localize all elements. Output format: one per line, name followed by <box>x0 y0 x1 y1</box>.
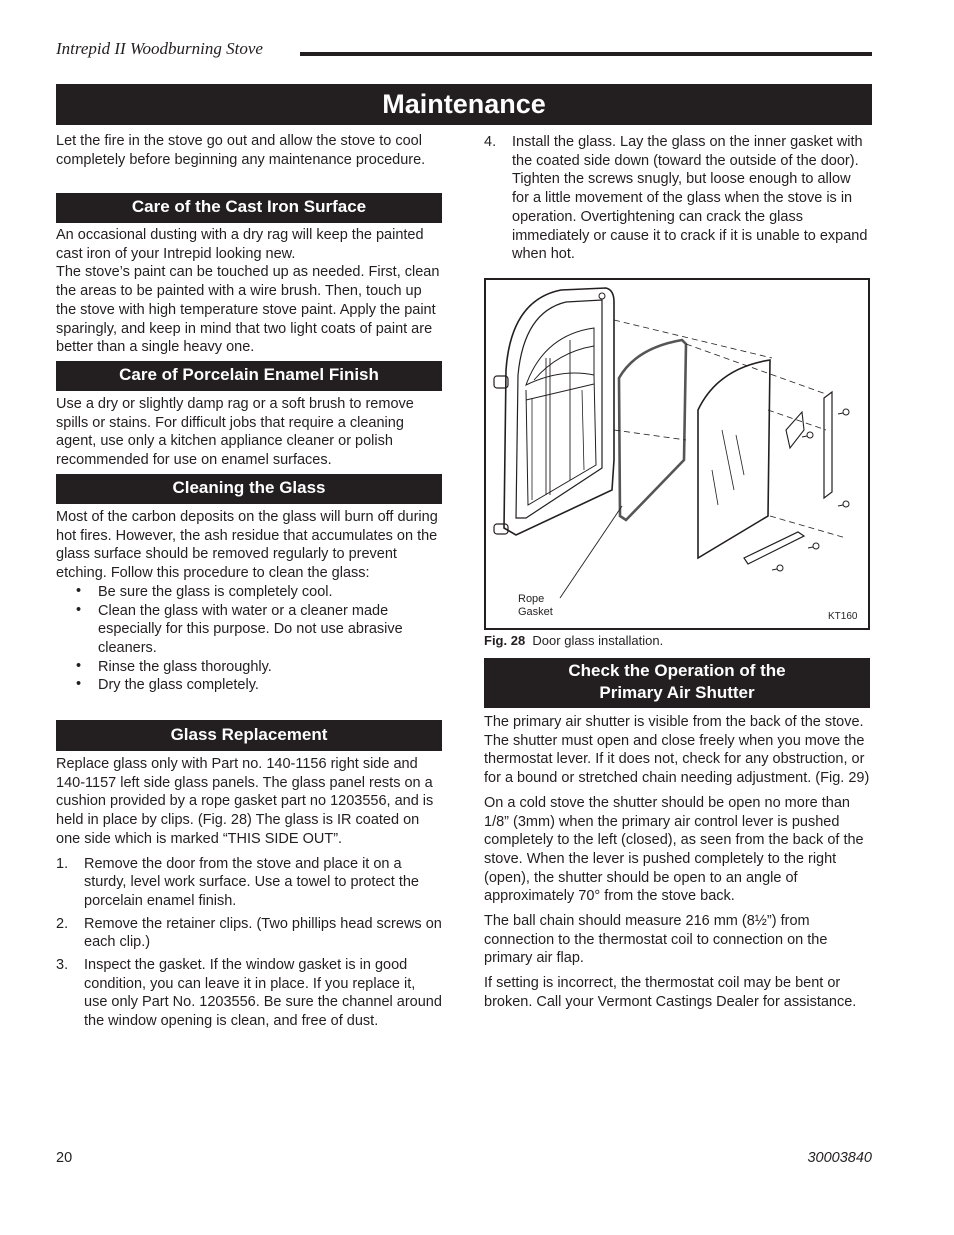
glass-replacement-heading: Glass Replacement <box>56 720 442 751</box>
list-item: • Be sure the glass is completely cool. <box>56 583 442 602</box>
glass-replacement-section <box>56 755 442 1035</box>
page-number: 20 <box>56 1150 73 1166</box>
cast-iron-p2: The stove’s paint can be touched up as needed. First, clean the areas to be painted with a wire brush. Then, touch up the stove with high temperature stove paint. Apply the paint sparingly, and keep in mind that two light coats of paint are better than a single heavy one. <box>56 264 440 356</box>
label-rope: Rope <box>518 593 545 605</box>
step-text: Remove the door from the stove and place it on a sturdy, level work surface. Use a towel to protect the porcelain enamel finish. <box>84 855 419 909</box>
cast-iron-p1: An occasional dusting with a dry rag will keep the painted cast iron of your Intrepid looking new. <box>56 227 424 262</box>
step-number: 2. <box>56 915 69 932</box>
shutter-heading-line2: Primary Air Shutter <box>599 683 755 702</box>
step-text: Inspect the gasket. If the window gasket is in good condition, you can leave it in place. If you replace it, use only Part No. 1203556. Be sure the channel around the window opening is clean, and free of dust. <box>84 957 442 1030</box>
step-number: 4. <box>484 134 497 150</box>
shutter-heading <box>484 658 870 708</box>
shutter-p4: If setting is incorrect, the thermostat coil may be bent or broken. Call your Vermont Castings Dealer for assistance. <box>484 975 857 1010</box>
figure-caption <box>484 633 663 648</box>
cleaning-glass-heading: Cleaning the Glass <box>56 474 442 504</box>
document-number: 30003840 <box>807 1150 872 1166</box>
step-item <box>56 855 442 911</box>
step-item <box>56 956 442 1031</box>
porcelain-heading: Care of Porcelain Enamel Finish <box>56 361 442 391</box>
list-item: • Rinse the glass thoroughly. <box>56 658 442 677</box>
cleaning-glass-list <box>56 583 442 695</box>
figure-caption-text: Door glass installation. <box>532 633 664 648</box>
label-gasket: Gasket <box>518 606 553 618</box>
figure-caption-number: Fig. 28 <box>484 633 526 648</box>
page-title: Maintenance <box>56 84 872 125</box>
list-item: • Dry the glass completely. <box>56 676 442 695</box>
shutter-p1: The primary air shutter is visible from the back of the stove. The shutter must open and close freely when you move the thermostat lever. If it does not, check for any obstruction, or for a bound or stretched chain needing adjustment. (Fig. 29) <box>484 714 870 787</box>
cleaning-glass-section <box>56 508 442 695</box>
figure-28-door-glass <box>484 278 870 630</box>
glass-replacement-p1: Replace glass only with Part no. 140-1156 right side and 140-1157 left side glass panels. The glass panel rests on a cushion provided by a rope gasket part no 1203556, and is held in place by clips. (Fig. 28) The glass is IR coated on one side which is marked “THIS SIDE OUT”. <box>56 756 434 847</box>
cast-iron-heading: Care of the Cast Iron Surface <box>56 193 442 223</box>
list-item: • Clean the glass with water or a cleaner made especially for this purpose. Do not use abrasive cleaners. <box>56 602 442 658</box>
figure-code: KT160 <box>828 611 858 622</box>
shutter-p3: The ball chain should measure 216 mm (8½”) from connection to the thermostat coil to connection on the primary air flap. <box>484 913 828 967</box>
replacement-steps <box>56 855 442 1031</box>
step-item <box>484 133 870 264</box>
step-4 <box>484 133 870 268</box>
porcelain-p1: Use a dry or slightly damp rag or a soft brush to remove spills or stains. For difficult jobs that require a cleaning agent, use only a kitchen appliance cleaner or polish recommended for use on enamel surfaces. <box>56 396 414 469</box>
cast-iron-section <box>56 226 442 357</box>
shutter-section <box>484 713 870 1012</box>
step-text: Install the glass. Lay the glass on the inner gasket with the coated side down (toward the outside of the door). Tighten the screws snugly, but loose enough to allow for a little movement of the glass when the stove is in operation. Overtightening can crack the glass immediately or cause it to crack if it is unable to expand when hot. <box>512 134 868 263</box>
door-glass-diagram <box>486 280 868 628</box>
shutter-heading-line1: Check the Operation of the <box>568 661 786 680</box>
step-item <box>56 915 442 952</box>
cleaning-glass-p1: Most of the carbon deposits on the glass will burn off during hot fires. However, the ash residue that accumulates on the glass surface should be removed regularly to prevent etching. Follow this procedure to clean the glass: <box>56 509 438 582</box>
intro-paragraph: Let the fire in the stove go out and allow the stove to cool completely before beginning any maintenance procedure. <box>56 133 426 168</box>
step-number: 3. <box>56 957 69 974</box>
header-rule <box>300 52 872 56</box>
step-number: 1. <box>56 855 69 872</box>
shutter-p2: On a cold stove the shutter should be open no more than 1/8” (3mm) when the primary air control lever is pushed completely to the left (closed), as seen from the back of the stove. When the lever is pushed completely to the right (open), the shutter should be open to an angle of approximately 70° from the stove back. <box>484 794 864 905</box>
running-header: Intrepid II Woodburning Stove <box>56 39 263 58</box>
step-text: Remove the retainer clips. (Two phillips head screws on each clip.) <box>84 915 442 951</box>
door-frame-outline <box>504 288 614 535</box>
replacement-steps-continued <box>484 133 870 264</box>
